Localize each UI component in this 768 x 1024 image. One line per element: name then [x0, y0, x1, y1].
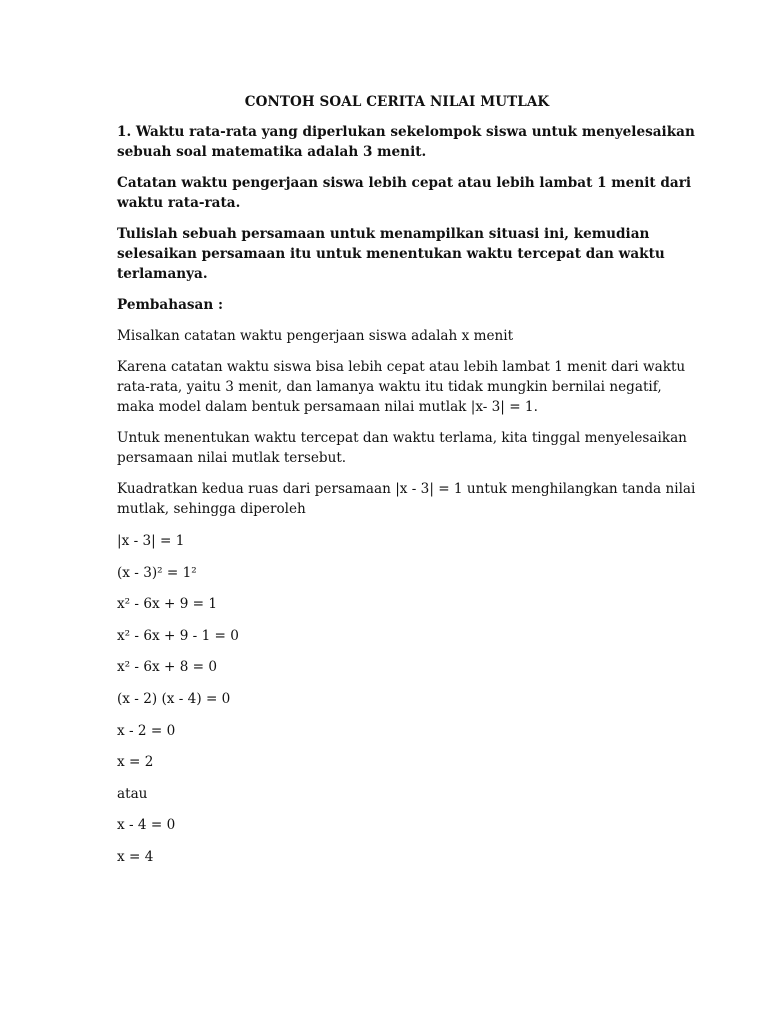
solution-heading: Pembahasan :	[117, 297, 223, 313]
text-line: sebuah soal matematika adalah 3 menit.	[117, 144, 427, 160]
equation-step: (x - 2) (x - 4) = 0	[117, 690, 231, 707]
equation-steps	[117, 531, 677, 879]
problem-paragraph-3	[117, 224, 677, 284]
document-title: CONTOH SOAL CERITA NILAI MUTLAK	[244, 94, 550, 110]
text-line: rata-rata, yaitu 3 menit, dan lamanya waktu itu tidak mungkin bernilai negatif,	[117, 379, 662, 395]
text-line: persamaan nilai mutlak tersebut.	[117, 450, 347, 466]
text-line: terlamanya.	[117, 266, 208, 282]
equation-step: x² - 6x + 8 = 0	[117, 659, 218, 676]
text-line: Tulislah sebuah persamaan untuk menampilkan situasi ini, kemudian	[117, 226, 650, 242]
equation-step: atau	[117, 785, 148, 802]
equation-step: x = 4	[117, 848, 154, 865]
equation-step: (x - 3)² = 1²	[117, 564, 197, 581]
solution-paragraph-1	[117, 326, 677, 346]
problem-paragraph-1	[117, 122, 695, 162]
text-line: Misalkan catatan waktu pengerjaan siswa adalah x menit	[117, 328, 514, 344]
text-line: selesaikan persamaan itu untuk menentukan waktu tercepat dan waktu	[117, 246, 665, 262]
solution-paragraph-3	[117, 428, 687, 468]
document-page	[117, 93, 696, 879]
text-line: Karena catatan waktu siswa bisa lebih cepat atau lebih lambat 1 menit dari waktu	[117, 359, 686, 375]
equation-step: |x - 3| = 1	[117, 533, 185, 549]
solution-paragraph-4	[117, 479, 696, 519]
text-line: Kuadratkan kedua ruas dari persamaan |x - 3| = 1 untuk menghilangkan tanda nilai	[117, 481, 696, 497]
equation-step: x - 2 = 0	[117, 722, 176, 739]
text-line: Untuk menentukan waktu tercepat dan waktu terlama, kita tinggal menyelesaikan	[117, 430, 687, 446]
text-line: waktu rata-rata.	[117, 195, 241, 211]
text-line: Catatan waktu pengerjaan siswa lebih cepat atau lebih lambat 1 menit dari	[117, 175, 692, 191]
text-line: maka model dalam bentuk persamaan nilai mutlak |x- 3| = 1.	[117, 399, 538, 415]
text-line: 1. Waktu rata-rata yang diperlukan sekelompok siswa untuk menyelesaikan	[117, 124, 695, 140]
solution-paragraph-2	[117, 357, 686, 417]
text-line: mutlak, sehingga diperoleh	[117, 501, 306, 517]
equation-step: x - 4 = 0	[117, 817, 176, 834]
equation-step: x = 2	[117, 754, 154, 771]
equation-step: x² - 6x + 9 - 1 = 0	[117, 627, 239, 644]
problem-paragraph-2	[117, 173, 692, 213]
equation-step: x² - 6x + 9 = 1	[117, 596, 218, 613]
